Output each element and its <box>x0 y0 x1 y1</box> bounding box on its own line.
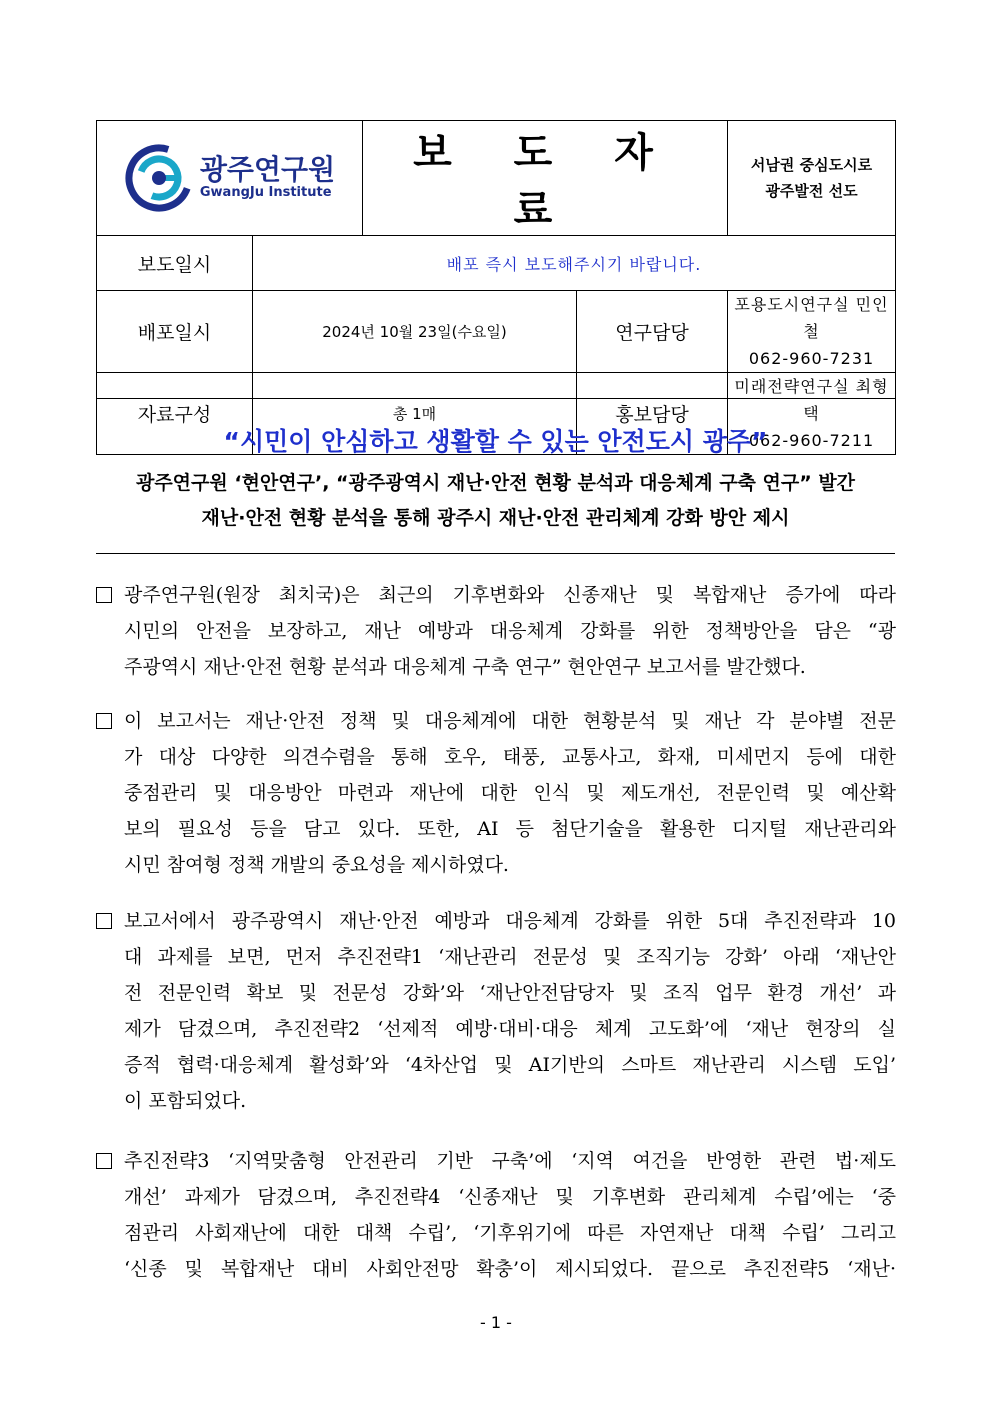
top-divider <box>96 398 895 399</box>
logo-name: 광주연구원 <box>199 153 336 186</box>
release-time-label: 보도일시 <box>97 236 253 291</box>
slogan <box>728 121 896 236</box>
release-time-value: 배포 즉시 보도해주시기 바랍니다. <box>253 236 896 291</box>
research-contact-phone: 062-960-7231 <box>748 349 875 368</box>
paragraph-line: 시민의 안전을 보장하고, 재난 예방과 대응체계 강화를 위한 정책방안을 담은 “광 <box>124 620 896 642</box>
paragraph-line: 이 포함되었다. <box>124 1090 247 1112</box>
research-contact <box>728 291 896 373</box>
press-header-table <box>96 120 896 455</box>
bottom-divider <box>96 553 895 554</box>
document-type-title: 보 도 자 료 <box>363 121 728 236</box>
pr-contact-name: 미래전략연구실 최형택 <box>734 377 889 423</box>
paragraph-4 <box>96 1143 896 1287</box>
gwangju-institute-logo-icon <box>124 143 194 213</box>
slogan-line-2: 광주발전 선도 <box>765 182 858 200</box>
paragraph-line: 보고서에서 광주광역시 재난·안전 예방과 대응체계 강화를 위한 5대 추진전략과 10 <box>124 910 896 932</box>
paragraph-line: 추진전략3 ‘지역맞춤형 안전관리 기반 구축’에 ‘지역 여건을 반영한 관련 법·제도 <box>124 1150 896 1172</box>
logo-name-en: GwangJu Institute <box>199 185 332 200</box>
checkbox-bullet-icon <box>96 713 112 729</box>
paragraph-3 <box>96 903 896 1119</box>
paragraph-line: 중점관리 및 대응방안 마련과 재난에 대한 인식 및 제도개선, 전문인력 및 예산확 <box>124 782 896 804</box>
paragraph-line: 주광역시 재난·안전 현황 분석과 대응체계 구축 연구” 현안연구 보고서를 발간했다. <box>124 656 806 678</box>
paragraph-1 <box>96 577 896 685</box>
paragraph-line: 제가 담겼으며, 추진전략2 ‘선제적 예방·대비·대응 체계 고도화’에 ‘재난 현장의 실 <box>124 1018 896 1040</box>
paragraph-line: 이 보고서는 재난·안전 정책 및 대응체계에 대한 현황분석 및 재난 각 분야별 전문 <box>124 710 896 732</box>
paragraph-line: 광주연구원(원장 최치국)은 최근의 기후변화와 신종재난 및 복합재난 증가에 따라 <box>124 584 896 606</box>
paragraph-line: 시민 참여형 정책 개발의 중요성을 제시하였다. <box>124 854 509 876</box>
paragraph-line: 대 과제를 보면, 먼저 추진전략1 ‘재난관리 전문성 및 조직기능 강화’ 아래 ‘재난안 <box>124 946 896 968</box>
page-number: - 1 - <box>480 1313 512 1332</box>
headline: “시민이 안심하고 생활할 수 있는 안전도시 광주” <box>223 427 768 456</box>
pr-contact-label: 홍보담당 <box>577 373 728 455</box>
distribution-date-value: 2024년 10월 23일(수요일) <box>253 291 577 373</box>
slogan-line-1: 서남권 중심도시로 <box>750 156 873 174</box>
pr-contact-phone: 062-960-7211 <box>748 431 875 450</box>
research-contact-name: 포용도시연구실 민인철 <box>734 295 889 341</box>
paragraph-line: 점관리 사회재난에 대한 대책 수립’, ‘기후위기에 따른 자연재난 대책 수립’ 그리고 <box>124 1222 896 1244</box>
distribution-date-label: 배포일시 <box>97 291 253 373</box>
paragraph-line: 전 전문인력 확보 및 전문성 강화’와 ‘재난안전담당자 및 조직 업무 환경 개선’ 과 <box>124 982 896 1004</box>
material-value: 총 1매 <box>253 373 577 455</box>
paragraph-line: ‘신종 및 복합재난 대비 사회안전망 확충’이 제시되었다. 끝으로 추진전략5 ‘재난· <box>124 1258 896 1280</box>
paragraph-line: 개선’ 과제가 담겼으며, 추진전략4 ‘신종재난 및 기후변화 관리체계 수립’에는 ‘중 <box>124 1186 896 1208</box>
checkbox-bullet-icon <box>96 587 112 603</box>
paragraph-line: 보의 필요성 등을 담고 있다. 또한, AI 등 첨단기술을 활용한 디지털 재난관리와 <box>124 818 896 840</box>
logo-cell <box>97 121 363 236</box>
subheadline-1: 광주연구원 ‘현안연구’, “광주광역시 재난·안전 현황 분석과 대응체계 구축 연구” 발간 <box>135 472 856 494</box>
checkbox-bullet-icon <box>96 913 112 929</box>
material-label: 자료구성 <box>97 373 253 455</box>
paragraph-line: 증적 협력·대응체계 활성화’와 ‘4차산업 및 AI기반의 스마트 재난관리 시스템 도입’ <box>124 1054 896 1076</box>
paragraph-line: 가 대상 다양한 의견수렴을 통해 호우, 태풍, 교통사고, 화재, 미세먼지 등에 대한 <box>124 746 896 768</box>
paragraph-2 <box>96 703 896 883</box>
research-contact-label: 연구담당 <box>577 291 728 373</box>
subheadline-2: 재난·안전 현황 분석을 통해 광주시 재난·안전 관리체계 강화 방안 제시 <box>201 507 790 529</box>
checkbox-bullet-icon <box>96 1153 112 1169</box>
